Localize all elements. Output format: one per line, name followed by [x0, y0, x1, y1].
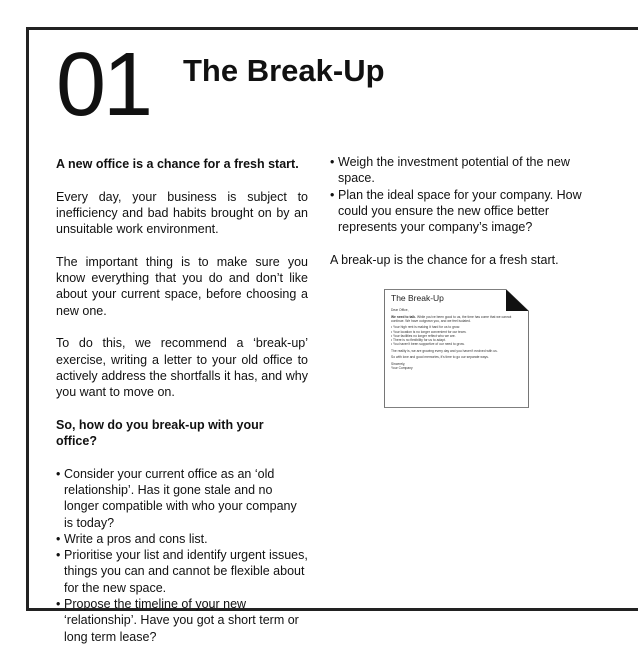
letter-signature: Your Company [391, 366, 413, 371]
closing-text: A break-up is the chance for a fresh start. [330, 252, 559, 267]
list-item: • Write a pros and cons list. [56, 531, 308, 547]
letter-body [391, 308, 524, 373]
letter-title: The Break-Up [391, 293, 444, 303]
list-item: • Prioritise your list and identify urgent issues, things you can and cannot be flexible about for the new space. [56, 547, 308, 596]
letter-line: • There is no flexibility for us to adapt. [391, 338, 446, 342]
paragraph: The important thing is to make sure you know everything that you do and don’t like about your current space, before choosing a new one. [56, 254, 308, 318]
intro-text: A new office is a chance for a fresh start. [56, 157, 299, 171]
letter-signoff-block [391, 362, 524, 370]
list-item: • Plan the ideal space for your company. How could you ensure the new office better represents your company’s image? [330, 187, 584, 236]
list-item: • Weigh the investment potential of the new space. [330, 154, 584, 187]
paragraph: To do this, we recommend a ‘break-up’ exercise, writing a letter to your old office to actively address the shortfalls it has, and why you want to move on. [56, 336, 308, 400]
list-item: • Propose the timeline of your new ‘relationship’. Have you got a short term or long term lease? [56, 596, 308, 645]
section-number: 01 [56, 35, 151, 135]
letter-reality: The reality is, we are growing every day and you haven’t evolved with us. [391, 348, 498, 353]
letter-intro [391, 315, 524, 323]
right-column [330, 154, 584, 284]
letter-line: • Your location is no longer convenient for our team. [391, 329, 467, 334]
letter-illustration [384, 289, 529, 408]
letter-sign-off: So with love and good memories, it’s time to go our separate ways. [391, 355, 489, 360]
left-column [56, 156, 308, 661]
list-item: • Consider your current office as an ‘old relationship’. Has it gone stale and no longer compatible with who your company is today? [56, 466, 308, 531]
letter-line: • You haven’t been supportive of our need to grow. [391, 342, 465, 347]
paragraph: Every day, your business is subject to inefficiency and bad habits brought on by an unsuitable work environment. [56, 189, 308, 237]
letter-intro-text: While you’ve been good to us, the time has come that we cannot continue. We have outgrown you, and we feel isolated. [391, 314, 512, 323]
bullet-list [56, 466, 308, 645]
page-title: The Break-Up [183, 53, 385, 88]
bullet-list [330, 154, 584, 235]
letter-lead: We need to talk. [391, 314, 417, 319]
letter-line: • Your facilities no longer reflect who we are. [391, 333, 456, 338]
letter-salutation: Dear Office, [391, 308, 409, 312]
letter-regards: Sincerely, [391, 361, 406, 366]
letter-list [391, 325, 524, 346]
letter-line: • Your high rent is making it hard for us to grow. [391, 325, 460, 330]
question-heading: So, how do you break-up with your office? [56, 417, 264, 449]
